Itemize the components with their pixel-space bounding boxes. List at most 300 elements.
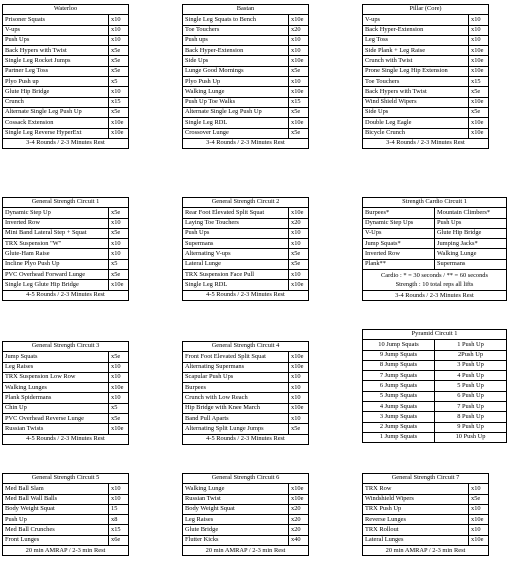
- exercise-name: Plyo Push Up: [183, 77, 289, 87]
- table-title-row: [183, 474, 309, 484]
- exercise-name: TRX Row: [363, 484, 469, 494]
- exercise-name: Back Hypers with Twist: [3, 46, 109, 56]
- exercise-name: Wind Shield Wipers: [363, 97, 469, 107]
- table-row: [183, 46, 309, 56]
- rep-count: x10: [289, 46, 309, 56]
- exercise-name: Mini Band Lateral Step + Squat: [3, 228, 109, 238]
- exercise-name: Toe Touchers: [183, 25, 289, 35]
- rounds-rest: 3-4 Rounds / 2-3 Minutes Rest: [363, 291, 507, 301]
- pyramid-squats: 3 Jump Squats: [363, 412, 435, 422]
- exercise-name: Glute Hip Bridge: [3, 87, 109, 97]
- rep-count: x6e: [109, 535, 129, 545]
- exercise-name: Single Leg Rocket Jumps: [3, 56, 109, 66]
- rep-count: x10e: [109, 424, 129, 434]
- table-row: [363, 46, 489, 56]
- table-footer-row: [3, 546, 129, 556]
- workout-table: [2, 473, 129, 556]
- exercise-name: Alternate Single Leg Push Up: [183, 107, 289, 117]
- exercise-name: Body Weight Squat: [183, 504, 289, 514]
- exercise-name: Push Ups: [3, 35, 109, 45]
- cardio-notes: [363, 270, 507, 291]
- table-row: [183, 504, 309, 514]
- rep-count: x10: [289, 383, 309, 393]
- workout-table: [182, 473, 309, 556]
- rep-count: x10: [469, 15, 489, 25]
- table-row: [183, 515, 309, 525]
- table-row: [363, 15, 489, 25]
- table-row: [3, 228, 129, 238]
- exercise-name: Lateral Lunges: [363, 535, 469, 545]
- table-title: Bastan: [183, 5, 309, 15]
- table-title: General Strength Circuit 7: [363, 474, 489, 484]
- exercise-name: Reverse Lunges: [363, 515, 469, 525]
- exercise-name: Inverted Row: [363, 249, 435, 259]
- rep-count: x20: [289, 504, 309, 514]
- table-row: [363, 515, 489, 525]
- rounds-rest: 4-5 Rounds / 2-3 Minutes Rest: [183, 434, 309, 444]
- rep-count: x10: [289, 270, 309, 280]
- table-row: [363, 259, 507, 269]
- exercise-name: Flutter Kicks: [183, 535, 289, 545]
- table-row: [3, 525, 129, 535]
- exercise-name: Crunch with Low Reach: [183, 393, 289, 403]
- rep-count: x20: [289, 525, 309, 535]
- rep-count: x5e: [289, 66, 309, 76]
- table-footer-row: [183, 546, 309, 556]
- rep-count: x8: [109, 515, 129, 525]
- exercise-name: Lunge Good Mornings: [183, 66, 289, 76]
- table-row: [3, 97, 129, 107]
- exercise-name: Glute Hip Bridge: [435, 228, 507, 238]
- exercise-name: Band Pull Aparts: [183, 414, 289, 424]
- rep-count: x10e: [109, 128, 129, 138]
- rep-count: x5e: [109, 107, 129, 117]
- rep-count: x10: [469, 504, 489, 514]
- table-row: [3, 414, 129, 424]
- table-row: [183, 35, 309, 45]
- table-footer-row: [3, 290, 129, 300]
- rep-count: x10: [469, 484, 489, 494]
- pyramid-squats: 10 Jump Squats: [363, 340, 435, 350]
- exercise-name: Burpees: [183, 383, 289, 393]
- exercise-name: Med Ball Slam: [3, 484, 109, 494]
- exercise-name: V-ups: [363, 15, 469, 25]
- table-footer-row: [363, 546, 489, 556]
- table-row: [183, 77, 309, 87]
- exercise-name: TRX Rollout: [363, 525, 469, 535]
- rep-count: x40: [289, 535, 309, 545]
- exercise-name: Jump Squats: [3, 352, 109, 362]
- table-row: [183, 56, 309, 66]
- rep-count: x10e: [289, 352, 309, 362]
- rounds-rest: 3-4 Rounds / 2-3 Minutes Rest: [183, 138, 309, 148]
- rep-count: x20: [289, 25, 309, 35]
- rep-count: x5e: [469, 494, 489, 504]
- table-title-row: [3, 474, 129, 484]
- exercise-name: TRX Push Up: [363, 504, 469, 514]
- table-row: [183, 535, 309, 545]
- table-row: [363, 118, 489, 128]
- rep-count: x15: [289, 97, 309, 107]
- rep-count: x10: [289, 77, 309, 87]
- rep-count: x10: [289, 414, 309, 424]
- exercise-name: Push ups: [183, 35, 289, 45]
- table-title: Pillar (Core): [363, 5, 489, 15]
- rep-count: x10: [109, 35, 129, 45]
- table-title: Pyramid Circuit 1: [363, 330, 507, 340]
- table-row: [363, 504, 489, 514]
- rep-count: x10e: [289, 403, 309, 413]
- exercise-name: Scapular Push Ups: [183, 372, 289, 382]
- rep-count: x10e: [289, 494, 309, 504]
- rep-count: 15: [109, 504, 129, 514]
- table-row: [3, 208, 129, 218]
- rep-count: x10: [469, 35, 489, 45]
- table-title: General Strength Circuit 1: [3, 198, 129, 208]
- exercise-name: Side Plank + Leg Raise: [363, 46, 469, 56]
- exercise-name: Glute-Ham Raise: [3, 249, 109, 259]
- rep-count: x10e: [289, 56, 309, 66]
- table-row: [183, 15, 309, 25]
- exercise-name: Windshield Wipers: [363, 494, 469, 504]
- table-row: [3, 77, 129, 87]
- table-row: [183, 494, 309, 504]
- table-row: [3, 87, 129, 97]
- exercise-name: Plank**: [363, 259, 435, 269]
- table-row: [363, 128, 489, 138]
- exercise-name: TRX Suspension Low Row: [3, 372, 109, 382]
- exercise-name: Single Leg Squats to Bench: [183, 15, 289, 25]
- rep-count: x5: [109, 77, 129, 87]
- table-title: General Strength Circuit 5: [3, 474, 129, 484]
- table-row: [363, 228, 507, 238]
- exercise-name: Single Leg RDL: [183, 118, 289, 128]
- table-row: [3, 484, 129, 494]
- rep-count: x10e: [469, 515, 489, 525]
- rep-count: x10e: [289, 208, 309, 218]
- table-title-row: [183, 198, 309, 208]
- exercise-name: Plank Spidermans: [3, 393, 109, 403]
- rep-count: x5e: [109, 56, 129, 66]
- workout-table: [182, 197, 309, 301]
- pyramid-squats: 8 Jump Squats: [363, 360, 435, 370]
- table-row: [363, 422, 507, 432]
- rep-count: x20: [289, 218, 309, 228]
- rep-count: x15: [109, 97, 129, 107]
- table-row: [183, 118, 309, 128]
- rep-count: x5: [109, 259, 129, 269]
- exercise-name: Alternating Supermans: [183, 362, 289, 372]
- rep-count: x5e: [109, 414, 129, 424]
- exercise-name: Front Lunges: [3, 535, 109, 545]
- table-title-row: [363, 5, 489, 15]
- pyramid-pushups: 8 Push Up: [435, 412, 507, 422]
- exercise-name: Walking Lunge: [183, 87, 289, 97]
- pyramid-pushups: 3 Push Up: [435, 360, 507, 370]
- rep-count: x10: [109, 239, 129, 249]
- exercise-name: Jumping Jacks*: [435, 239, 507, 249]
- rounds-rest: 3-4 Rounds / 2-3 Minutes Rest: [363, 138, 489, 148]
- table-row: [183, 249, 309, 259]
- rep-count: x10: [289, 228, 309, 238]
- table-row: [183, 414, 309, 424]
- workout-table: [182, 4, 309, 149]
- rep-count: x10: [109, 393, 129, 403]
- table-row: [363, 494, 489, 504]
- rep-count: x10e: [469, 97, 489, 107]
- rep-count: x10: [109, 484, 129, 494]
- exercise-name: Jump Squats*: [363, 239, 435, 249]
- exercise-name: Front Foot Elevated Split Squat: [183, 352, 289, 362]
- table-row: [3, 393, 129, 403]
- pyramid-pushups: 10 Push Up: [435, 432, 507, 442]
- table-row: [363, 218, 507, 228]
- workout-table: [2, 341, 129, 445]
- exercise-name: Incline Plyo Push Up: [3, 259, 109, 269]
- table-row: [363, 381, 507, 391]
- table-footer-row: [363, 138, 489, 148]
- cardio-table: [362, 197, 507, 301]
- rep-count: x5e: [469, 87, 489, 97]
- table-row: [3, 15, 129, 25]
- table-row: [3, 372, 129, 382]
- pyramid-squats: 4 Jump Squats: [363, 402, 435, 412]
- table-title: General Strength Circuit 4: [183, 342, 309, 352]
- rep-count: x5e: [109, 208, 129, 218]
- exercise-name: Prone Single Leg Hip Extension: [363, 66, 469, 76]
- table-row: [183, 270, 309, 280]
- rounds-rest: 4-5 Rounds / 2-3 Minutes Rest: [3, 434, 129, 444]
- rep-count: x10: [109, 15, 129, 25]
- exercise-name: Side Ups: [363, 107, 469, 117]
- table-row: [3, 46, 129, 56]
- exercise-name: Burpees*: [363, 208, 435, 218]
- pyramid-squats: 7 Jump Squats: [363, 371, 435, 381]
- pyramid-squats: 6 Jump Squats: [363, 381, 435, 391]
- pyramid-squats: 9 Jump Squats: [363, 350, 435, 360]
- exercise-name: Walking Lunge: [183, 484, 289, 494]
- table-title-row: [3, 5, 129, 15]
- rep-count: x10: [109, 87, 129, 97]
- exercise-name: Side Ups: [183, 56, 289, 66]
- table-row: [363, 402, 507, 412]
- exercise-name: Med Ball Wall Balls: [3, 494, 109, 504]
- table-row: [363, 360, 507, 370]
- table-footer-row: [363, 291, 507, 301]
- table-row: [363, 535, 489, 545]
- rep-count: x10: [289, 393, 309, 403]
- exercise-name: Laying Toe Touchers: [183, 218, 289, 228]
- table-row: [3, 362, 129, 372]
- table-row: [3, 383, 129, 393]
- exercise-name: Leg Raises: [183, 515, 289, 525]
- table-row: [3, 403, 129, 413]
- exercise-name: Lateral Lunge: [183, 259, 289, 269]
- table-row: [363, 340, 507, 350]
- table-row: [183, 280, 309, 290]
- rep-count: x10e: [109, 383, 129, 393]
- rep-count: x15: [109, 525, 129, 535]
- exercise-name: Mountain Climbers*: [435, 208, 507, 218]
- table-row: [363, 391, 507, 401]
- exercise-name: Push Ups: [183, 228, 289, 238]
- table-row: [183, 107, 309, 117]
- table-row: [183, 228, 309, 238]
- exercise-name: PVC Overhead Forward Lunge: [3, 270, 109, 280]
- table-row: [363, 97, 489, 107]
- exercise-name: Walking Lunges: [3, 383, 109, 393]
- exercise-name: Back Hyper-Extension: [363, 25, 469, 35]
- table-row: [183, 403, 309, 413]
- pyramid-squats: 5 Jump Squats: [363, 391, 435, 401]
- exercise-name: Rear Foot Elevated Split Squat: [183, 208, 289, 218]
- exercise-name: Chin Up: [3, 403, 109, 413]
- table-row: [363, 350, 507, 360]
- table-row: [183, 87, 309, 97]
- table-row: [3, 504, 129, 514]
- rep-count: x20: [289, 515, 309, 525]
- table-title-row: [183, 5, 309, 15]
- rep-count: x10e: [469, 128, 489, 138]
- exercise-name: V-ups: [3, 25, 109, 35]
- exercise-name: Single Leg Glute Hip Bridge: [3, 280, 109, 290]
- table-row: [183, 484, 309, 494]
- exercise-name: Glute Bridge: [183, 525, 289, 535]
- workout-table: [362, 4, 489, 149]
- rep-count: x5e: [109, 66, 129, 76]
- table-row: [183, 352, 309, 362]
- table-row: [3, 107, 129, 117]
- table-row: [183, 66, 309, 76]
- workout-table: [2, 197, 129, 301]
- exercise-name: Russian Twist: [183, 494, 289, 504]
- rep-count: x10e: [109, 280, 129, 290]
- exercise-name: Cossack Extension: [3, 118, 109, 128]
- exercise-name: Bicycle Crunch: [363, 128, 469, 138]
- table-row: [183, 218, 309, 228]
- pyramid-pushups: 6 Push Up: [435, 391, 507, 401]
- rep-count: x10: [289, 35, 309, 45]
- rep-count: x5e: [289, 424, 309, 434]
- exercise-name: PVC Overhead Reverse Lunge: [3, 414, 109, 424]
- table-row: [3, 494, 129, 504]
- exercise-name: Body Weight Squat: [3, 504, 109, 514]
- table-row: [3, 249, 129, 259]
- exercise-name: Inverted Row: [3, 218, 109, 228]
- table-row: [183, 239, 309, 249]
- table-title-row: [3, 198, 129, 208]
- rep-count: x10: [109, 494, 129, 504]
- rounds-rest: 3-4 Rounds / 2-3 Minutes Rest: [3, 138, 129, 148]
- table-footer-row: [3, 434, 129, 444]
- table-title-row: [183, 342, 309, 352]
- exercise-name: Push Ups: [435, 218, 507, 228]
- exercise-name: Supermans: [435, 259, 507, 269]
- table-row: [183, 259, 309, 269]
- exercise-name: Toe Touchers: [363, 77, 469, 87]
- rounds-rest: 20 min AMRAP / 2-3 min Rest: [3, 546, 129, 556]
- table-row: [183, 424, 309, 434]
- table-row: [3, 280, 129, 290]
- table-footer-row: [183, 290, 309, 300]
- table-row: [3, 128, 129, 138]
- exercise-name: Hip Bridge with Knee March: [183, 403, 289, 413]
- table-row: [183, 25, 309, 35]
- table-row: [183, 383, 309, 393]
- table-row: [3, 118, 129, 128]
- table-footer-row: [183, 138, 309, 148]
- table-row: [3, 66, 129, 76]
- table-row: [363, 107, 489, 117]
- table-title: Waterloo: [3, 5, 129, 15]
- table-row: [363, 432, 507, 442]
- table-row: [3, 259, 129, 269]
- rep-count: x5e: [109, 46, 129, 56]
- exercise-name: Prisoner Squats: [3, 15, 109, 25]
- pyramid-table: [362, 329, 507, 443]
- exercise-name: Plyo Push up: [3, 77, 109, 87]
- table-footer-row: [183, 434, 309, 444]
- rep-count: x15: [469, 77, 489, 87]
- rep-count: x10: [109, 362, 129, 372]
- rep-count: x5e: [469, 107, 489, 117]
- table-row: [183, 128, 309, 138]
- rep-count: x10e: [289, 362, 309, 372]
- rounds-rest: 20 min AMRAP / 2-3 min Rest: [363, 546, 489, 556]
- rep-count: x5e: [109, 270, 129, 280]
- table-row: [183, 362, 309, 372]
- pyramid-pushups: 9 Push Up: [435, 422, 507, 432]
- exercise-name: Leg Toss: [363, 35, 469, 45]
- exercise-name: Med Ball Crunches: [3, 525, 109, 535]
- table-row: [3, 424, 129, 434]
- exercise-name: Push Up Toe Walks: [183, 97, 289, 107]
- note-line: Strength : 10 total reps all lifts: [395, 281, 474, 289]
- exercise-name: Crunch with Twist: [363, 56, 469, 66]
- pyramid-pushups: 7 Push Up: [435, 402, 507, 412]
- rep-count: x5e: [289, 107, 309, 117]
- pyramid-squats: 1 Jump Squats: [363, 432, 435, 442]
- note-line: Cardio : * = 30 seconds / ** = 60 seconds: [381, 272, 488, 280]
- table-title: Strength Cardio Circuit 1: [363, 198, 507, 208]
- rep-count: x10e: [289, 15, 309, 25]
- exercise-name: Supermans: [183, 239, 289, 249]
- rep-count: x10e: [289, 87, 309, 97]
- exercise-name: Crossover Lunge: [183, 128, 289, 138]
- rep-count: x5e: [289, 259, 309, 269]
- exercise-name: V-Ups: [363, 228, 435, 238]
- rep-count: x5e: [109, 352, 129, 362]
- table-row: [183, 372, 309, 382]
- table-row: [3, 535, 129, 545]
- rep-count: x5: [109, 403, 129, 413]
- table-row: [363, 412, 507, 422]
- table-row: [183, 525, 309, 535]
- workout-table: [362, 473, 489, 556]
- table-row: [363, 87, 489, 97]
- table-row: [3, 515, 129, 525]
- exercise-name: Partner Leg Toss: [3, 66, 109, 76]
- table-row: [363, 66, 489, 76]
- pyramid-pushups: 2Push Up: [435, 350, 507, 360]
- table-row: [183, 208, 309, 218]
- table-row: [3, 270, 129, 280]
- pyramid-pushups: 1 Push Up: [435, 340, 507, 350]
- exercise-name: Single Leg RDL: [183, 280, 289, 290]
- rep-count: x10e: [469, 46, 489, 56]
- table-row: [363, 371, 507, 381]
- table-title-row: [363, 474, 489, 484]
